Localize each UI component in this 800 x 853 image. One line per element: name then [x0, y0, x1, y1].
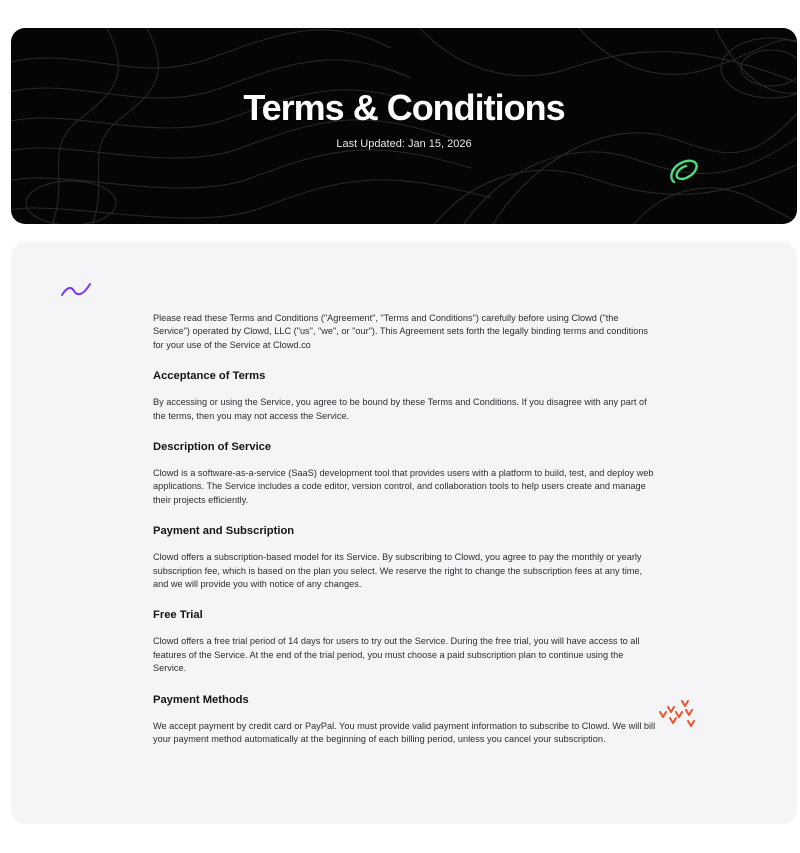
last-updated-text: Last Updated: Jan 15, 2026: [336, 138, 472, 150]
page-title: Terms & Conditions: [243, 87, 565, 128]
section-heading-payment-subscription: Payment and Subscription: [153, 525, 295, 538]
section-body-payment-methods: We accept payment by credit card or PayPal. You must provide valid payment information to subscribe to Clowd. We will bill your payment method automatically at the beginning of each billing period, unless you cancel your subscription.: [153, 720, 656, 745]
section-heading-payment-methods: Payment Methods: [153, 693, 249, 706]
section-body-acceptance: By accessing or using the Service, you agree to be bound by these Terms and Conditions. If you disagree with any part of the terms, then you may not access the Service.: [153, 397, 647, 421]
section-body-description: Clowd is a software-as-a-service (SaaS) development tool that provides users with a platform to build, test, and deploy web applications. The Service includes a code editor, version control, and collaboration tools to help users create and manage their projects efficiently.: [153, 468, 654, 505]
terms-content-card: [11, 242, 797, 824]
paperclip-icon: [665, 156, 701, 188]
hero-banner: [11, 28, 797, 224]
section-heading-free-trial: Free Trial: [153, 609, 203, 622]
arrows-icon: [658, 698, 698, 732]
section-body-free-trial: Clowd offers a free trial period of 14 days for users to try out the Service. During the free trial, you will have access to all features of the Service. At the end of the trial period, you must choose a paid subscription plan to continue using the Service.: [153, 636, 640, 674]
section-heading-description: Description of Service: [153, 441, 272, 454]
section-heading-acceptance: Acceptance of Terms: [153, 370, 266, 383]
section-body-payment-subscription: Clowd offers a subscription-based model for its Service. By subscribing to Clowd, you agree to pay the monthly or yearly subscription fee, which is based on the plan you select. We reserve the right to change the subscription fees at any time, and we will provide you with notice of any changes.: [153, 552, 643, 590]
squiggle-icon: [59, 276, 93, 300]
intro-paragraph: Please read these Terms and Conditions ("Agreement", "Terms and Conditions") carefully before using Clowd ("the Service") operated by Clowd, LLC ("us", "we", or "our"). This Agreement sets forth the legally binding terms and conditions for your use of the Service at Clowd.co: [153, 313, 649, 350]
terms-body: [153, 312, 658, 747]
